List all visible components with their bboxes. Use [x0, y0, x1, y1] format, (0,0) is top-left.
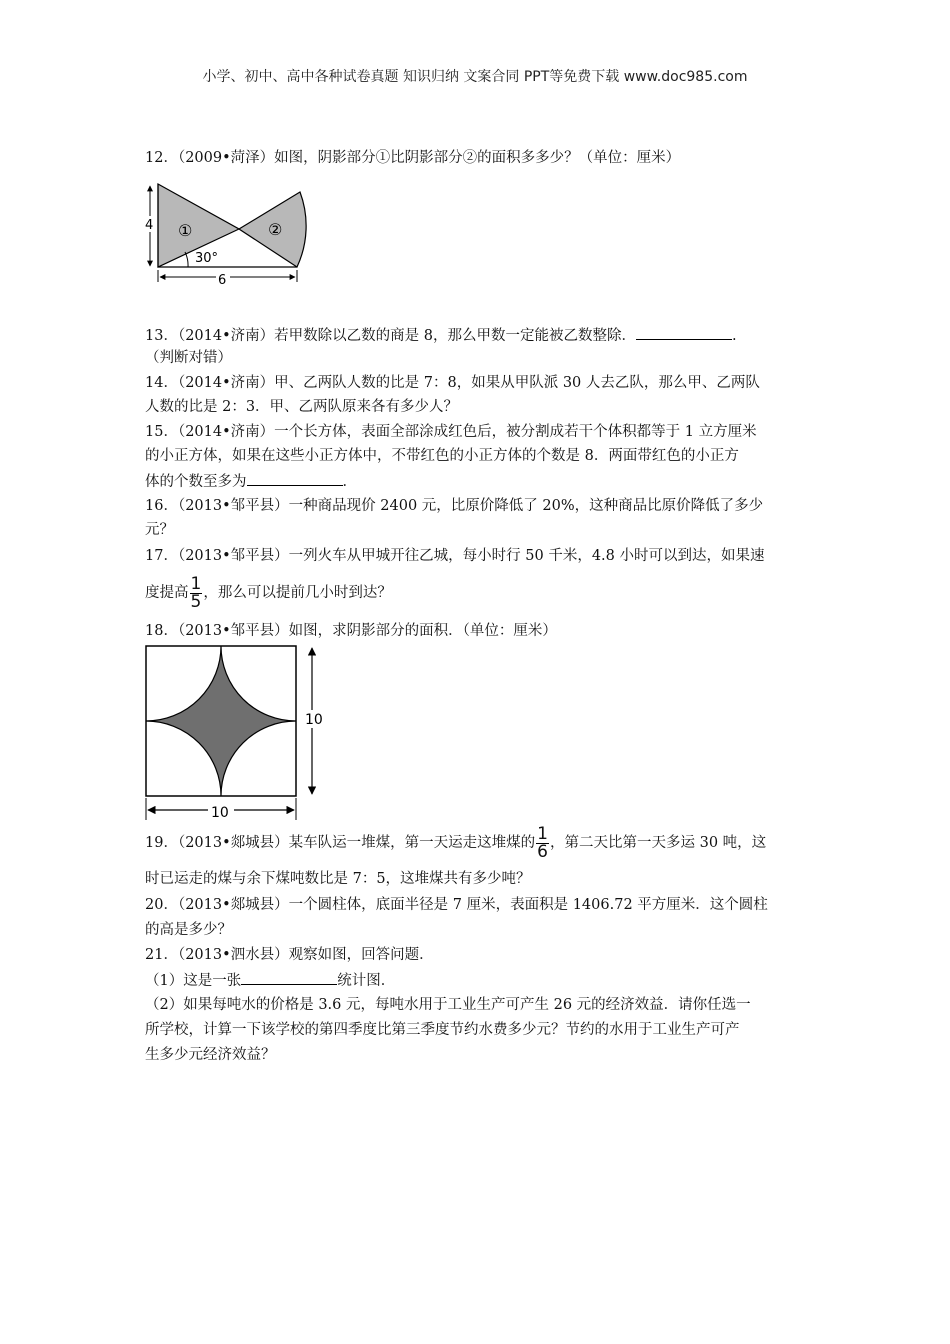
question-20-line-1: 20．（2013•郯城县）一个圆柱体，底面半径是 7 厘米，表面积是 1406.72 平方厘米．这个圆柱	[145, 897, 768, 913]
fraction-numerator: 1	[537, 823, 548, 844]
question-15-text: 体的个数至多为	[145, 474, 247, 490]
page-header: 小学、初中、高中各种试卷真题 知识归纳 文案合同 PPT等免费下载 www.doc985.com	[202, 69, 748, 85]
question-21-part-1-text: （1）这是一张	[145, 973, 242, 989]
q18-figure	[140, 640, 340, 825]
q12-figure	[140, 178, 320, 290]
height-label: 4	[145, 218, 154, 233]
answer-blank-13[interactable]	[636, 325, 732, 340]
question-20-line-2: 的高是多少？	[145, 922, 232, 938]
question-17-line-1: 17．（2013•邹平县）一列火车从甲城开往乙城，每小时行 50 千米，4.8 小时可以到达，如果速	[145, 548, 765, 564]
question-16-line-1: 16．（2013•邹平县）一种商品现价 2400 元，比原价降低了 20%，这种商品比原价降低了多少	[145, 498, 764, 514]
question-17-text: 度提高	[145, 585, 189, 601]
question-17-text-end: ，那么可以提前几小时到达？	[203, 585, 392, 601]
question-19-text: 19．（2013•郯城县）某车队运一堆煤，第一天运走这堆煤的	[145, 835, 536, 851]
fraction-denominator: 5	[190, 591, 202, 612]
question-19-text-end: ，第二天比第一天多运 30 吨，这	[549, 835, 767, 851]
question-21-part-1-end: 统计图．	[337, 973, 396, 989]
question-16-line-2: 元？	[145, 522, 174, 538]
fraction-one-sixth	[536, 823, 549, 862]
question-21-part-1	[145, 970, 395, 991]
fraction-denominator: 6	[537, 841, 548, 862]
region-1-label: ①	[178, 221, 193, 240]
width-label: 6	[218, 273, 227, 288]
question-17-line-2	[145, 573, 392, 613]
question-12: 12．（2009•菏泽）如图，阴影部分①比阴影部分②的面积多多少？（单位：厘米）	[145, 150, 681, 166]
question-19-line-1	[145, 823, 766, 863]
question-15-end: ．	[342, 474, 357, 490]
fraction-numerator: 1	[190, 573, 202, 594]
angle-label: 30°	[195, 251, 219, 266]
height-label: 10	[305, 712, 323, 728]
question-13-note: （判断对错）	[145, 350, 232, 366]
question-15-line-1: 15．（2014•济南）一个长方体，表面全部涂成红色后，被分割成若干个体积都等于 1 立方厘米	[145, 424, 757, 440]
question-21-part-2-line-2: 所学校，计算一下该学校的第四季度比第三季度节约水费多少元？节约的水用于工业生产可产	[145, 1022, 740, 1038]
question-18: 18．（2013•邹平县）如图，求阴影部分的面积．（单位：厘米）	[145, 623, 557, 639]
answer-blank-15[interactable]	[247, 471, 343, 486]
answer-blank-21[interactable]	[241, 970, 337, 985]
width-label: 10	[211, 805, 229, 821]
question-13-text: 13．（2014•济南）若甲数除以乙数的商是 8，那么甲数一定能被乙数整除．	[145, 328, 636, 344]
question-21-line-1: 21．（2013•泗水县）观察如图，回答问题．	[145, 947, 434, 963]
question-19-line-2: 时已运走的煤与余下煤吨数比是 7：5，这堆煤共有多少吨？	[145, 871, 531, 887]
question-14-line-2: 人数的比是 2：3．甲、乙两队原来各有多少人？	[145, 399, 459, 415]
question-15-line-3	[145, 471, 357, 492]
question-14-line-1: 14．（2014•济南）甲、乙两队人数的比是 7：8，如果从甲队派 30 人去乙队，那么甲、乙两队	[145, 375, 760, 391]
question-21-part-2-line-1: （2）如果每吨水的价格是 3.6 元，每吨水用于工业生产可产生 26 元的经济效益．请你任选一	[145, 997, 751, 1013]
region-2-label: ②	[268, 220, 283, 239]
question-21-part-2-line-3: 生多少元经济效益？	[145, 1047, 276, 1063]
fraction-one-fifth	[190, 573, 203, 612]
question-15-line-2: 的小正方体，如果在这些小正方体中，不带红色的小正方体的个数是 8．两面带红色的小正方	[145, 448, 739, 464]
question-13-period: .	[732, 328, 737, 344]
question-13	[145, 325, 737, 346]
